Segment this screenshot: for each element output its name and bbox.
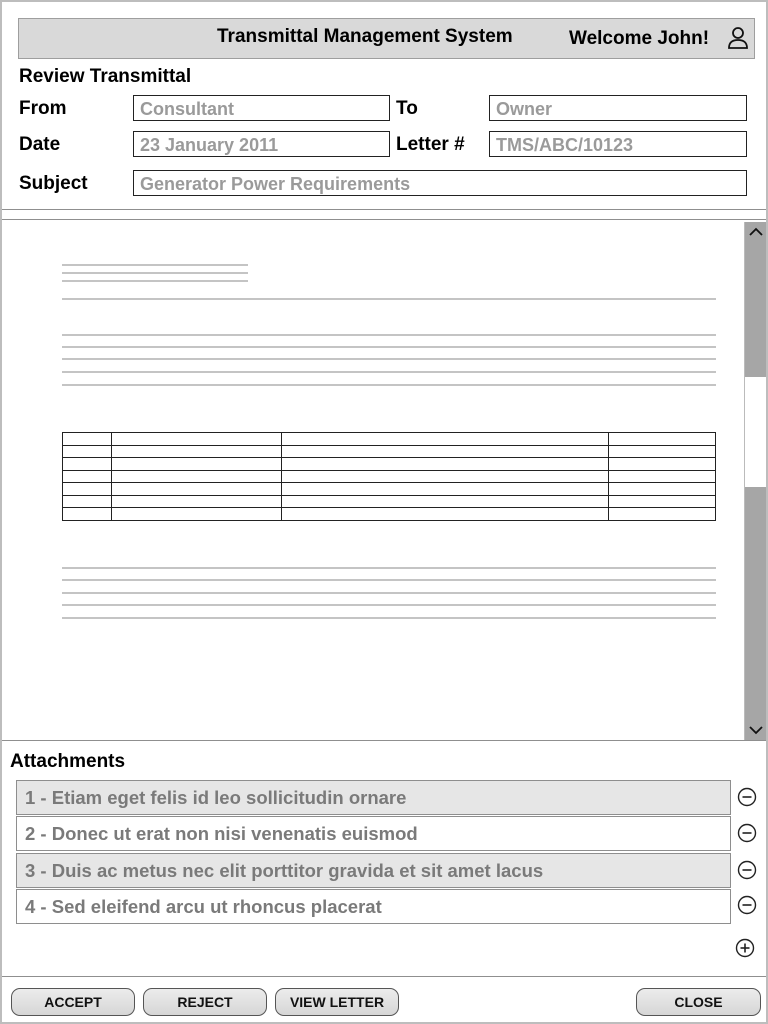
doc-line: [62, 371, 716, 373]
scrollbar-segment[interactable]: [745, 487, 766, 740]
divider: [2, 209, 766, 210]
date-label: Date: [19, 134, 61, 155]
table-row: [63, 483, 716, 496]
reject-button[interactable]: REJECT: [143, 988, 267, 1016]
doc-line: [62, 592, 716, 594]
divider: [2, 219, 766, 220]
chevron-up-icon[interactable]: [747, 224, 765, 240]
table-row: [63, 495, 716, 508]
from-label: From: [19, 98, 67, 119]
doc-line: [62, 334, 716, 336]
attachment-item[interactable]: 1 - Etiam eget felis id leo sollicitudin ornare: [16, 780, 731, 815]
app-title: Transmittal Management System: [217, 26, 513, 47]
chevron-down-icon[interactable]: [747, 722, 765, 738]
doc-line: [62, 264, 248, 266]
plus-circle-icon[interactable]: [735, 938, 755, 958]
attachment-item[interactable]: 2 - Donec ut erat non nisi venenatis euismod: [16, 816, 731, 851]
table-row: [63, 458, 716, 471]
minus-circle-icon[interactable]: [737, 860, 757, 880]
doc-line: [62, 567, 716, 569]
close-button[interactable]: CLOSE: [636, 988, 761, 1016]
letter-preview[interactable]: [4, 222, 744, 740]
doc-line: [62, 298, 716, 300]
divider: [2, 976, 766, 977]
minus-circle-icon[interactable]: [737, 895, 757, 915]
attachment-item[interactable]: 3 - Duis ac metus nec elit porttitor gravida et sit amet lacus: [16, 853, 731, 888]
letter-number-label: Letter #: [396, 134, 465, 155]
view-letter-button[interactable]: VIEW LETTER: [275, 988, 399, 1016]
minus-circle-icon[interactable]: [737, 787, 757, 807]
page-title: Review Transmittal: [19, 66, 192, 87]
minus-circle-icon[interactable]: [737, 823, 757, 843]
doc-line: [62, 358, 716, 360]
table-row: [63, 508, 716, 521]
scrollbar[interactable]: [744, 222, 766, 740]
accept-button[interactable]: ACCEPT: [11, 988, 135, 1016]
attachment-item[interactable]: 4 - Sed eleifend arcu ut rhoncus placerat: [16, 889, 731, 924]
welcome-message: Welcome John!: [569, 28, 710, 49]
doc-line: [62, 346, 716, 348]
doc-line: [62, 384, 716, 386]
date-field[interactable]: 23 January 2011: [133, 131, 390, 157]
table-row: [63, 433, 716, 446]
to-field[interactable]: Owner: [489, 95, 747, 121]
subject-label: Subject: [19, 173, 88, 194]
doc-line: [62, 272, 248, 274]
attachments-title: Attachments: [10, 751, 126, 772]
table-row: [63, 445, 716, 458]
doc-line: [62, 617, 716, 619]
from-field[interactable]: Consultant: [133, 95, 390, 121]
divider: [2, 740, 766, 741]
user-icon[interactable]: [727, 26, 749, 50]
doc-line: [62, 604, 716, 606]
letter-number-field[interactable]: TMS/ABC/10123: [489, 131, 747, 157]
doc-table: [62, 432, 716, 521]
scrollbar-segment[interactable]: [745, 222, 766, 377]
header-bar: [18, 18, 755, 59]
doc-line: [62, 280, 248, 282]
subject-field[interactable]: Generator Power Requirements: [133, 170, 747, 196]
table-row: [63, 470, 716, 483]
doc-line: [62, 579, 716, 581]
to-label: To: [396, 98, 418, 119]
